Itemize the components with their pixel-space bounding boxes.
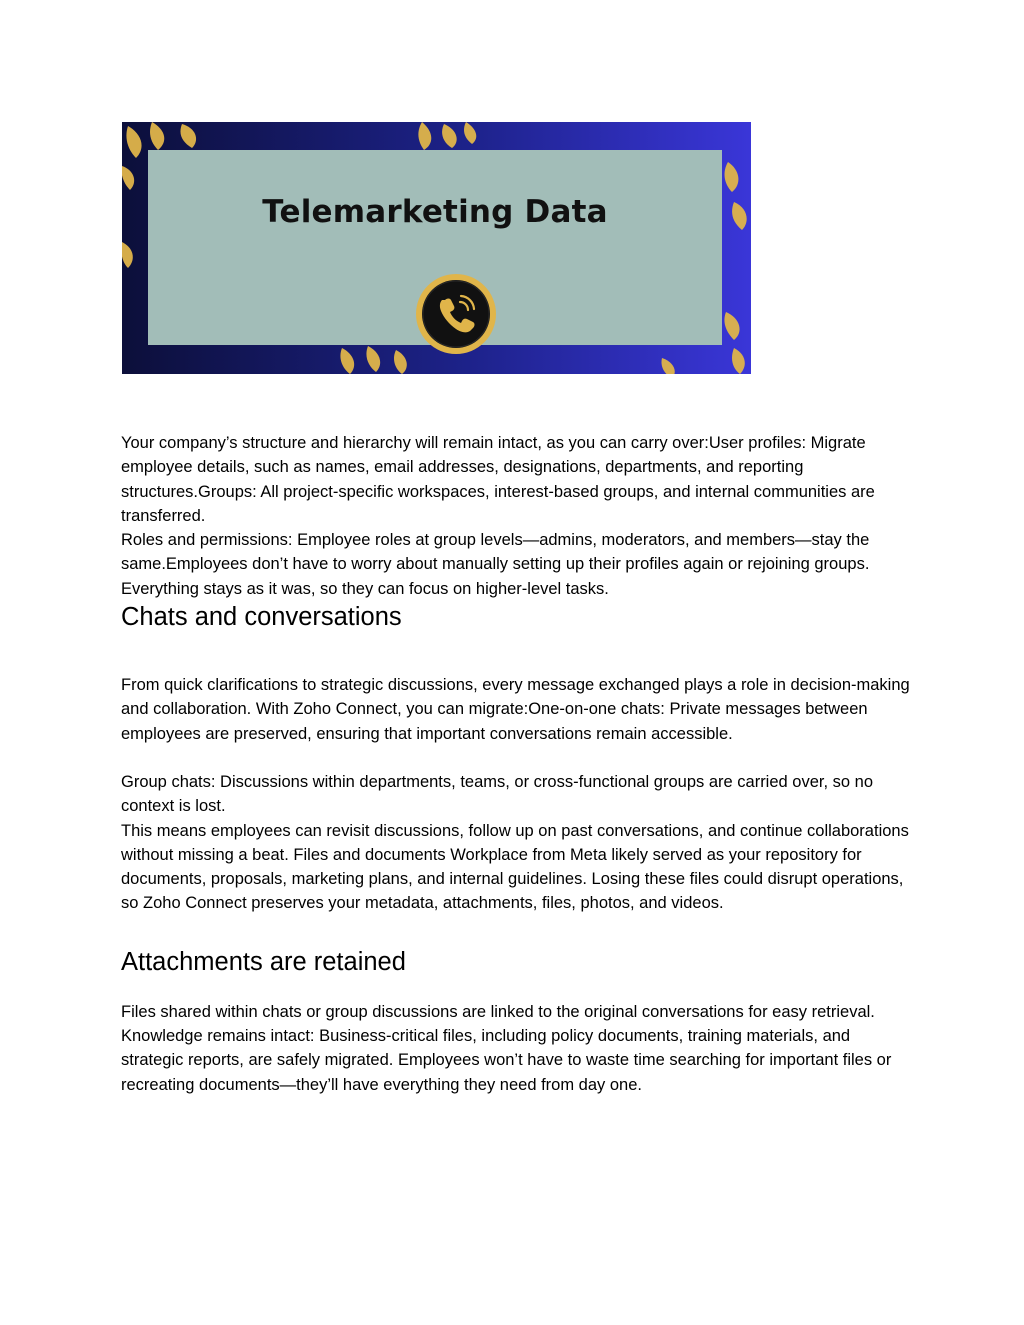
banner-title: Telemarketing Data bbox=[262, 194, 608, 230]
document-body bbox=[121, 431, 911, 1097]
intro-paragraph-2: Roles and permissions: Employee roles at group levels—admins, moderators, and members—stay the same.Employees don’t have to worry about manually setting up their profiles again or rejoining groups. Everything stays as it was, so they can focus on higher-level tasks. bbox=[121, 531, 870, 598]
phone-icon bbox=[414, 272, 498, 356]
banner-panel bbox=[148, 150, 722, 345]
banner-image bbox=[122, 122, 751, 374]
intro-paragraph-1: Your company’s structure and hierarchy will remain intact, as you can carry over:User profiles: Migrate employee details, such as names, email addresses, designations, departments, and reporting structures.Groups: All project-specific workspaces, interest-based groups, and internal communities are transferred. bbox=[121, 434, 875, 525]
chats-paragraph-2: Group chats: Discussions within departments, teams, or cross-functional groups are carried over, so no context is lost. bbox=[121, 772, 874, 816]
attachments-paragraph-2: Knowledge remains intact: Business-critical files, including policy documents, training materials, and strategic reports, are safely migrated. Employees won’t have to waste time searching for important files or recreating documents—they’ll have everything they need from day one. bbox=[121, 1027, 892, 1094]
heading-chats-and-conversations: Chats and conversations bbox=[121, 603, 402, 632]
attachments-paragraph-1: Files shared within chats or group discussions are linked to the original conversations for easy retrieval. bbox=[121, 1002, 875, 1021]
chats-paragraph-1: From quick clarifications to strategic discussions, every message exchanged plays a role in decision-making and collaboration. With Zoho Connect, you can migrate:One-on-one chats: Private messages between employees are preserved, ensuring that important conversations remain accessible. bbox=[121, 676, 910, 743]
chats-paragraph-3: This means employees can revisit discussions, follow up on past conversations, and continue collaborations without missing a beat. Files and documents Workplace from Meta likely served as your repository for documents, proposals, marketing plans, and internal guidelines. Losing these files could disrupt operations, so Zoho Connect preserves your metadata, attachments, files, photos, and videos. bbox=[121, 821, 909, 913]
heading-attachments-are-retained: Attachments are retained bbox=[121, 947, 406, 976]
